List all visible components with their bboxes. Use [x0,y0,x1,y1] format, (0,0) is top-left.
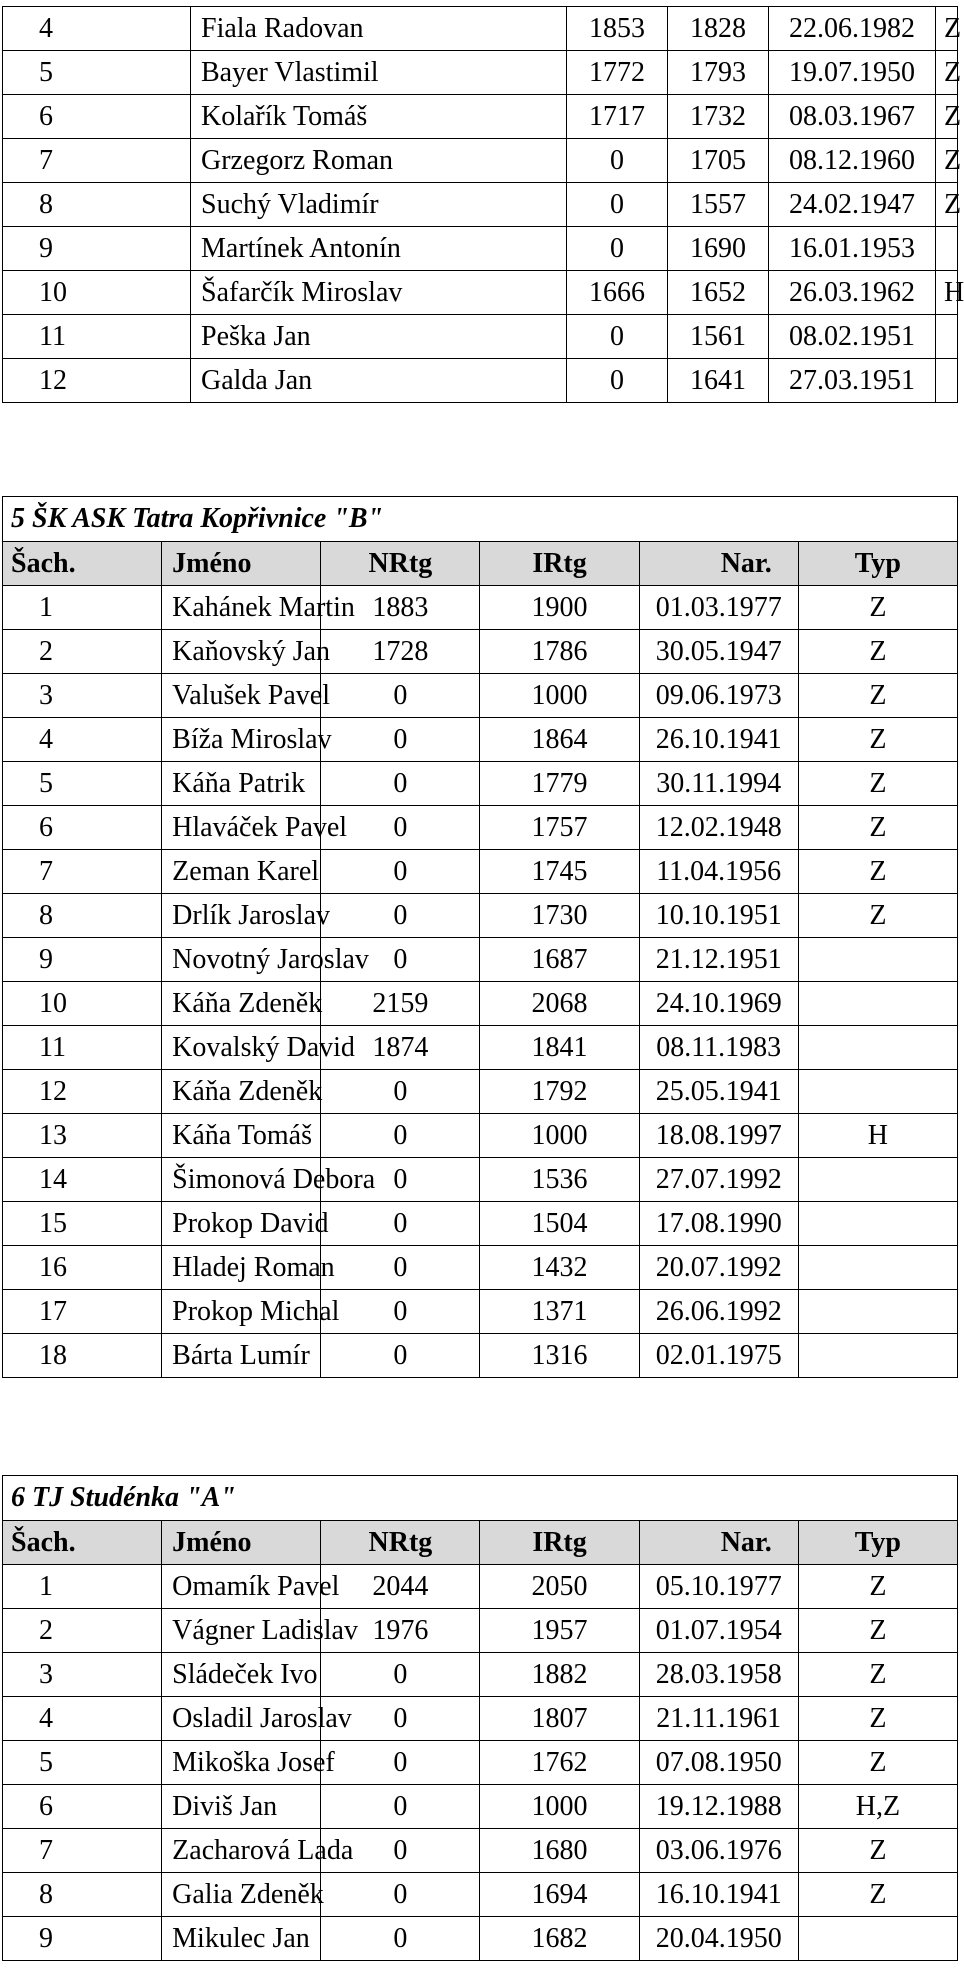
birth-date: 12.02.1948 [639,806,798,850]
player-number: 3 [3,1653,162,1697]
player-name: Mikulec Jan [162,1917,321,1961]
player-number: 14 [3,1158,162,1202]
player-type [936,227,958,271]
irtg-rating: 2068 [480,982,639,1026]
player-number: 9 [3,1917,162,1961]
irtg-rating: 1792 [480,1070,639,1114]
nrtg-rating: 1853 [567,7,668,51]
birth-date: 08.11.1983 [639,1026,798,1070]
irtg-rating: 1882 [480,1653,639,1697]
player-number: 8 [3,183,191,227]
player-type: Z [798,762,957,806]
table-row [3,359,958,403]
table-row [3,271,958,315]
birth-date: 22.06.1982 [769,7,936,51]
player-number: 5 [3,1741,162,1785]
birth-date: 21.12.1951 [639,938,798,982]
player-type: Z [798,1653,957,1697]
table-row [3,1290,958,1334]
table-row [3,1565,958,1609]
birth-date: 20.04.1950 [639,1917,798,1961]
player-name: Prokop David [162,1202,321,1246]
player-number: 5 [3,762,162,806]
nrtg-rating: 0 [321,850,480,894]
player-number: 4 [3,718,162,762]
nrtg-rating: 0 [321,1158,480,1202]
player-type [798,1026,957,1070]
column-header-nrtg: NRtg [321,1521,480,1565]
irtg-rating: 1432 [480,1246,639,1290]
irtg-rating: 1682 [480,1917,639,1961]
nrtg-rating: 0 [321,1917,480,1961]
player-name: Vágner Ladislav [162,1609,321,1653]
player-number: 17 [3,1290,162,1334]
nrtg-rating: 0 [321,1741,480,1785]
player-name: Valušek Pavel [162,674,321,718]
column-header-typ: Typ [798,542,957,586]
irtg-rating: 1828 [668,7,769,51]
irtg-rating: 1779 [480,762,639,806]
birth-date: 24.10.1969 [639,982,798,1026]
player-name: Fiala Radovan [191,7,567,51]
nrtg-rating: 0 [321,1334,480,1378]
birth-date: 21.11.1961 [639,1697,798,1741]
nrtg-rating: 0 [567,315,668,359]
team-title: 5 ŠK ASK Tatra Kopřivnice "B" [3,497,958,542]
column-header-sach: Šach. [3,1521,162,1565]
player-type: Z [798,1741,957,1785]
nrtg-rating: 0 [567,183,668,227]
player-type: Z [798,894,957,938]
table-row [3,7,958,51]
player-number: 10 [3,271,191,315]
player-number: 1 [3,1565,162,1609]
player-number: 8 [3,1873,162,1917]
irtg-rating: 1557 [668,183,769,227]
nrtg-rating: 0 [321,938,480,982]
player-number: 15 [3,1202,162,1246]
column-header-irtg: IRtg [480,542,639,586]
player-type: H [936,271,958,315]
table-row [3,183,958,227]
birth-date: 08.12.1960 [769,139,936,183]
player-type: Z [798,630,957,674]
birth-date: 01.07.1954 [639,1609,798,1653]
birth-date: 07.08.1950 [639,1741,798,1785]
nrtg-rating: 0 [321,762,480,806]
team-title-row [3,497,958,542]
irtg-rating: 1000 [480,1114,639,1158]
player-number: 4 [3,7,191,51]
table-row [3,1741,958,1785]
birth-date: 26.03.1962 [769,271,936,315]
player-type [798,1202,957,1246]
player-name: Kaňovský Jan [162,630,321,674]
irtg-rating: 1730 [480,894,639,938]
player-name: Šafarčík Miroslav [191,271,567,315]
birth-date: 30.05.1947 [639,630,798,674]
birth-date: 28.03.1958 [639,1653,798,1697]
column-header-typ: Typ [798,1521,957,1565]
player-number: 1 [3,586,162,630]
birth-date: 05.10.1977 [639,1565,798,1609]
irtg-rating: 1536 [480,1158,639,1202]
column-header-nrtg: NRtg [321,542,480,586]
birth-date: 18.08.1997 [639,1114,798,1158]
nrtg-rating: 0 [321,1829,480,1873]
player-name: Kovalský David [162,1026,321,1070]
birth-date: 01.03.1977 [639,586,798,630]
nrtg-rating: 0 [321,894,480,938]
table-row [3,806,958,850]
nrtg-rating: 0 [321,1873,480,1917]
birth-date: 26.10.1941 [639,718,798,762]
player-name: Peška Jan [191,315,567,359]
nrtg-rating: 1772 [567,51,668,95]
table-row [3,1697,958,1741]
nrtg-rating: 0 [321,674,480,718]
irtg-rating: 1745 [480,850,639,894]
birth-date: 25.05.1941 [639,1070,798,1114]
player-name: Kolařík Tomáš [191,95,567,139]
table-row [3,586,958,630]
roster-table-continued [2,6,964,403]
irtg-rating: 1652 [668,271,769,315]
birth-date: 02.01.1975 [639,1334,798,1378]
table-row [3,938,958,982]
irtg-rating: 1900 [480,586,639,630]
irtg-rating: 1732 [668,95,769,139]
birth-date: 17.08.1990 [639,1202,798,1246]
column-header-row [3,542,958,586]
nrtg-rating: 0 [321,1070,480,1114]
player-number: 16 [3,1246,162,1290]
table-row [3,1829,958,1873]
player-number: 18 [3,1334,162,1378]
table-row [3,1246,958,1290]
column-header-nar: Nar. [639,1521,798,1565]
roster-table-studenka-a [2,1475,958,1961]
player-type: Z [798,1697,957,1741]
player-name: Kahánek Martin [162,586,321,630]
player-type: Z [936,139,958,183]
birth-date: 16.10.1941 [639,1873,798,1917]
player-name: Galia Zdeněk [162,1873,321,1917]
birth-date: 08.02.1951 [769,315,936,359]
player-name: Suchý Vladimír [191,183,567,227]
player-type [798,938,957,982]
nrtg-rating: 1666 [567,271,668,315]
player-number: 3 [3,674,162,718]
irtg-rating: 1316 [480,1334,639,1378]
table-row [3,1917,958,1961]
player-number: 11 [3,1026,162,1070]
player-number: 2 [3,630,162,674]
player-type: Z [936,7,958,51]
irtg-rating: 1705 [668,139,769,183]
player-type [798,982,957,1026]
birth-date: 20.07.1992 [639,1246,798,1290]
column-header-sach: Šach. [3,542,162,586]
nrtg-rating: 0 [567,139,668,183]
irtg-rating: 1757 [480,806,639,850]
player-type: Z [798,1829,957,1873]
irtg-rating: 1694 [480,1873,639,1917]
player-name: Omamík Pavel [162,1565,321,1609]
player-name: Sládeček Ivo [162,1653,321,1697]
nrtg-rating: 1717 [567,95,668,139]
table-row [3,51,958,95]
nrtg-rating: 1728 [321,630,480,674]
irtg-rating: 1841 [480,1026,639,1070]
birth-date: 08.03.1967 [769,95,936,139]
column-header-jmeno: Jméno [162,542,321,586]
player-number: 9 [3,938,162,982]
player-number: 6 [3,1785,162,1829]
roster-table-tatra-koprivnice-b [2,496,958,1378]
nrtg-rating: 0 [321,718,480,762]
player-name: Káňa Tomáš [162,1114,321,1158]
player-name: Káňa Zdeněk [162,982,321,1026]
player-name: Diviš Jan [162,1785,321,1829]
player-type: Z [798,1609,957,1653]
player-name: Martínek Antonín [191,227,567,271]
table-row [3,139,958,183]
player-name: Zacharová Lada [162,1829,321,1873]
birth-date: 24.02.1947 [769,183,936,227]
nrtg-rating: 0 [321,1246,480,1290]
irtg-rating: 1641 [668,359,769,403]
player-type: Z [798,850,957,894]
player-name: Novotný Jaroslav [162,938,321,982]
irtg-rating: 1690 [668,227,769,271]
player-type: Z [798,718,957,762]
table-row [3,850,958,894]
player-number: 6 [3,806,162,850]
irtg-rating: 1371 [480,1290,639,1334]
player-name: Hlaváček Pavel [162,806,321,850]
birth-date: 19.12.1988 [639,1785,798,1829]
birth-date: 09.06.1973 [639,674,798,718]
irtg-rating: 1000 [480,1785,639,1829]
column-header-nar: Nar. [639,542,798,586]
nrtg-rating: 1883 [321,586,480,630]
table-row [3,1609,958,1653]
table-row [3,982,958,1026]
player-type [798,1917,957,1961]
nrtg-rating: 0 [321,1653,480,1697]
player-type: Z [798,1873,957,1917]
player-type [798,1246,957,1290]
table-row [3,227,958,271]
nrtg-rating: 0 [321,1114,480,1158]
birth-date: 27.03.1951 [769,359,936,403]
player-number: 12 [3,1070,162,1114]
irtg-rating: 1864 [480,718,639,762]
player-number: 2 [3,1609,162,1653]
nrtg-rating: 1976 [321,1609,480,1653]
irtg-rating: 1000 [480,674,639,718]
table-row [3,1070,958,1114]
nrtg-rating: 0 [321,1785,480,1829]
table-row [3,1114,958,1158]
nrtg-rating: 0 [321,806,480,850]
nrtg-rating: 2159 [321,982,480,1026]
player-name: Káňa Patrik [162,762,321,806]
table-row [3,1334,958,1378]
player-number: 5 [3,51,191,95]
nrtg-rating: 0 [567,359,668,403]
nrtg-rating: 0 [321,1202,480,1246]
table-row [3,894,958,938]
table-row [3,718,958,762]
birth-date: 10.10.1951 [639,894,798,938]
irtg-rating: 1561 [668,315,769,359]
birth-date: 26.06.1992 [639,1290,798,1334]
player-number: 7 [3,1829,162,1873]
player-type: H,Z [798,1785,957,1829]
player-name: Káňa Zdeněk [162,1070,321,1114]
table-row [3,630,958,674]
player-name: Bayer Vlastimil [191,51,567,95]
player-type: Z [798,1565,957,1609]
birth-date: 19.07.1950 [769,51,936,95]
column-header-jmeno: Jméno [162,1521,321,1565]
player-type: Z [798,586,957,630]
table-row [3,95,958,139]
column-header-irtg: IRtg [480,1521,639,1565]
player-name: Drlík Jaroslav [162,894,321,938]
player-name: Bárta Lumír [162,1334,321,1378]
table-row [3,1026,958,1070]
player-name: Osladil Jaroslav [162,1697,321,1741]
player-name: Zeman Karel [162,850,321,894]
player-type: Z [798,674,957,718]
birth-date: 16.01.1953 [769,227,936,271]
birth-date: 27.07.1992 [639,1158,798,1202]
player-number: 9 [3,227,191,271]
player-name: Prokop Michal [162,1290,321,1334]
player-name: Šimonová Debora [162,1158,321,1202]
player-number: 7 [3,139,191,183]
player-number: 13 [3,1114,162,1158]
irtg-rating: 1762 [480,1741,639,1785]
player-type: H [798,1114,957,1158]
irtg-rating: 1504 [480,1202,639,1246]
player-name: Hladej Roman [162,1246,321,1290]
irtg-rating: 1687 [480,938,639,982]
player-type [936,359,958,403]
player-number: 7 [3,850,162,894]
table-row [3,674,958,718]
player-type [798,1158,957,1202]
player-name: Galda Jan [191,359,567,403]
player-number: 4 [3,1697,162,1741]
player-number: 10 [3,982,162,1026]
nrtg-rating: 2044 [321,1565,480,1609]
column-header-row [3,1521,958,1565]
birth-date: 11.04.1956 [639,850,798,894]
table-row [3,1202,958,1246]
nrtg-rating: 0 [321,1290,480,1334]
birth-date: 30.11.1994 [639,762,798,806]
irtg-rating: 2050 [480,1565,639,1609]
player-type: Z [936,95,958,139]
irtg-rating: 1957 [480,1609,639,1653]
table-row [3,315,958,359]
player-type [798,1070,957,1114]
nrtg-rating: 1874 [321,1026,480,1070]
team-title-row [3,1476,958,1521]
table-row [3,762,958,806]
player-type [936,315,958,359]
player-name: Bíža Miroslav [162,718,321,762]
nrtg-rating: 0 [321,1697,480,1741]
player-name: Mikoška Josef [162,1741,321,1785]
table-row [3,1158,958,1202]
player-type: Z [798,806,957,850]
player-number: 8 [3,894,162,938]
team-title: 6 TJ Studénka "A" [3,1476,958,1521]
table-row [3,1785,958,1829]
irtg-rating: 1680 [480,1829,639,1873]
table-row [3,1653,958,1697]
player-name: Grzegorz Roman [191,139,567,183]
player-type [798,1290,957,1334]
nrtg-rating: 0 [567,227,668,271]
birth-date: 03.06.1976 [639,1829,798,1873]
player-number: 12 [3,359,191,403]
irtg-rating: 1786 [480,630,639,674]
player-number: 11 [3,315,191,359]
player-type: Z [936,51,958,95]
player-number: 6 [3,95,191,139]
irtg-rating: 1807 [480,1697,639,1741]
player-type: Z [936,183,958,227]
player-type [798,1334,957,1378]
table-row [3,1873,958,1917]
irtg-rating: 1793 [668,51,769,95]
